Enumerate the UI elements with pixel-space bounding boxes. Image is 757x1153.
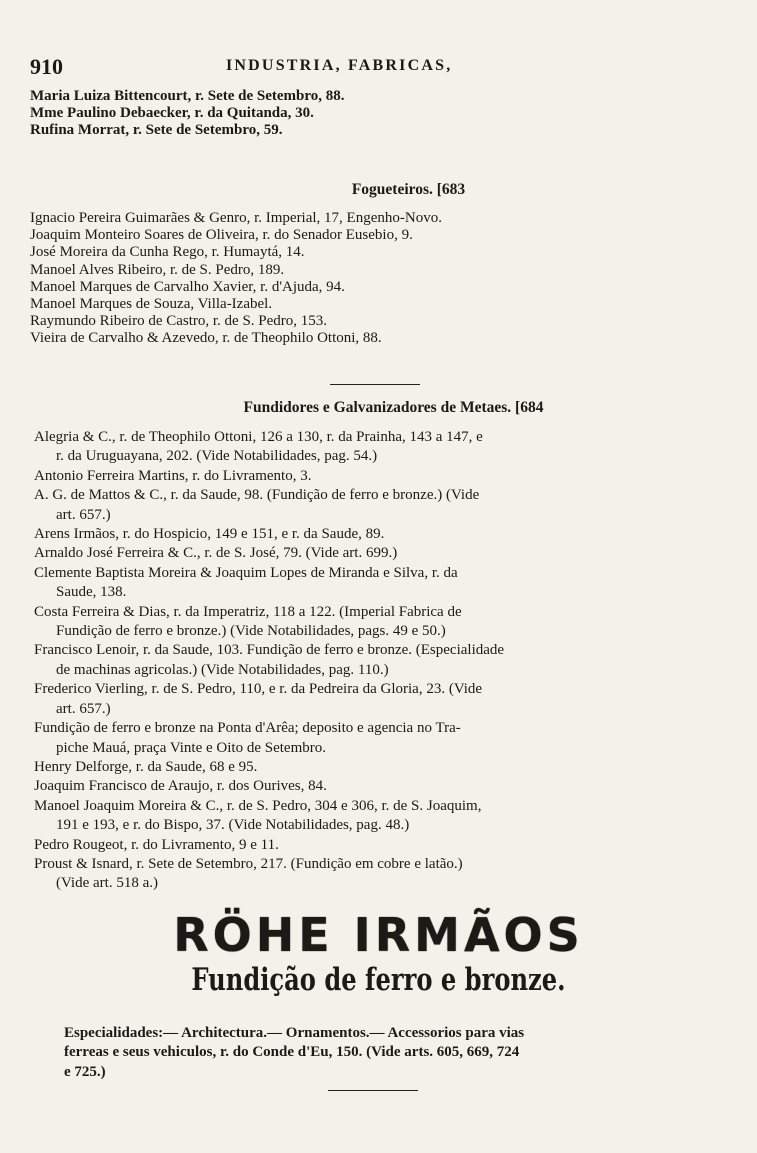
list-item: Fundição de ferro e bronze na Ponta d'Arêa; deposito e agencia no Tra- — [34, 720, 461, 737]
list-item: Mme Paulino Debaecker, r. da Quitanda, 30. — [30, 105, 314, 122]
list-item: r. da Uruguayana, 202. (Vide Notabilidades, pag. 54.) — [56, 448, 378, 465]
list-item: art. 657.) — [56, 700, 111, 717]
list-item: Costa Ferreira & Dias, r. da Imperatriz, 118 a 122. (Imperial Fabrica de — [34, 603, 462, 620]
list-item: Maria Luiza Bittencourt, r. Sete de Setembro, 88. — [30, 88, 345, 104]
section-fogueteiros-heading — [0, 180, 757, 200]
list-item: Joaquim Francisco de Araujo, r. dos Ourives, 84. — [34, 778, 327, 795]
advertisement-line: e 725.) — [64, 1063, 106, 1080]
list-item: piche Mauá, praça Vinte e Oito de Setembro. — [56, 739, 326, 756]
list-item: Vieira de Carvalho & Azevedo, r. de Theophilo Ottoni, 88. — [30, 330, 382, 347]
list-item: Proust & Isnard, r. Sete de Setembro, 217. (Fundição em cobre e latão.) — [34, 855, 463, 872]
advertisement-subtitle: Fundição de ferro e bronze. — [191, 962, 566, 998]
list-item: Arens Irmãos, r. do Hospicio, 149 e 151, e r. da Saude, 89. — [34, 526, 385, 543]
list-item: (Vide art. 518 a.) — [56, 875, 158, 892]
list-item: Joaquim Monteiro Soares de Oliveira, r. do Senador Eusebio, 9. — [30, 227, 413, 244]
list-item: José Moreira da Cunha Rego, r. Humaytá, 14. — [30, 244, 305, 261]
list-item: Henry Delforge, r. da Saude, 68 e 95. — [34, 758, 258, 775]
section-fogueteiros-list — [30, 210, 690, 348]
section-divider — [328, 1090, 418, 1091]
advertisement-line: Especialidades:— Architectura.— Ornamentos.— Accessorios para vias — [64, 1025, 525, 1041]
section-title: Fundidores e Galvanizadores de Metaes. [684 — [243, 399, 544, 416]
section-title: Fogueteiros. [683 — [351, 181, 466, 198]
list-item: 191 e 193, e r. do Bispo, 37. (Vide Notabilidades, pag. 48.) — [56, 817, 410, 834]
list-item: Manoel Marques de Souza, Villa-Izabel. — [30, 296, 273, 313]
list-item: Arnaldo José Ferreira & C., r. de S. José, 79. (Vide art. 699.) — [34, 545, 398, 562]
list-item: Frederico Vierling, r. de S. Pedro, 110, e r. da Pedreira da Gloria, 23. (Vide — [34, 681, 483, 698]
running-head: INDUSTRIA, FABRICAS, — [226, 57, 453, 74]
list-item: Clemente Baptista Moreira & Joaquim Lopes de Miranda e Silva, r. da — [34, 564, 458, 581]
list-item: A. G. de Mattos & C., r. da Saude, 98. (Fundição de ferro e bronze.) (Vide — [34, 487, 480, 504]
page-number: 910 — [30, 54, 63, 79]
page-header — [30, 54, 690, 78]
list-item: Raymundo Ribeiro de Castro, r. de S. Pedro, 153. — [30, 313, 328, 330]
advertisement-name: RÖHE IRMÃOS — [173, 908, 584, 962]
list-item: Pedro Rougeot, r. do Livramento, 9 e 11. — [34, 836, 279, 853]
advertisement-text — [64, 1024, 704, 1082]
top-entries — [30, 88, 690, 140]
list-item: Alegria & C., r. de Theophilo Ottoni, 126 a 130, r. da Prainha, 143 a 147, e — [34, 429, 483, 445]
list-item: Rufina Morrat, r. Sete de Setembro, 59. — [30, 122, 283, 139]
list-item: Manoel Alves Ribeiro, r. de S. Pedro, 189. — [30, 261, 285, 278]
section-divider — [330, 384, 420, 385]
list-item: Saude, 138. — [56, 584, 127, 601]
section-fundidores-heading — [0, 398, 757, 418]
list-item: Manoel Marques de Carvalho Xavier, r. d'Ajuda, 94. — [30, 278, 345, 295]
list-item: Francisco Lenoir, r. da Saude, 103. Fundição de ferro e bronze. (Especialidade — [34, 642, 505, 659]
list-item: Manoel Joaquim Moreira & C., r. de S. Pedro, 304 e 306, r. de S. Joaquim, — [34, 797, 482, 814]
list-item: de machinas agricolas.) (Vide Notabilidades, pag. 110.) — [56, 661, 389, 678]
list-item: art. 657.) — [56, 506, 111, 523]
list-item: Ignacio Pereira Guimarães & Genro, r. Imperial, 17, Engenho-Novo. — [30, 210, 442, 226]
list-item: Antonio Ferreira Martins, r. do Livramento, 3. — [34, 467, 312, 484]
list-item: Fundição de ferro e bronze.) (Vide Notabilidades, pags. 49 e 50.) — [56, 623, 446, 640]
section-fundidores-list — [34, 428, 694, 894]
advertisement-line: ferreas e seus vehiculos, r. do Conde d'Eu, 150. (Vide arts. 605, 669, 724 — [64, 1044, 520, 1061]
